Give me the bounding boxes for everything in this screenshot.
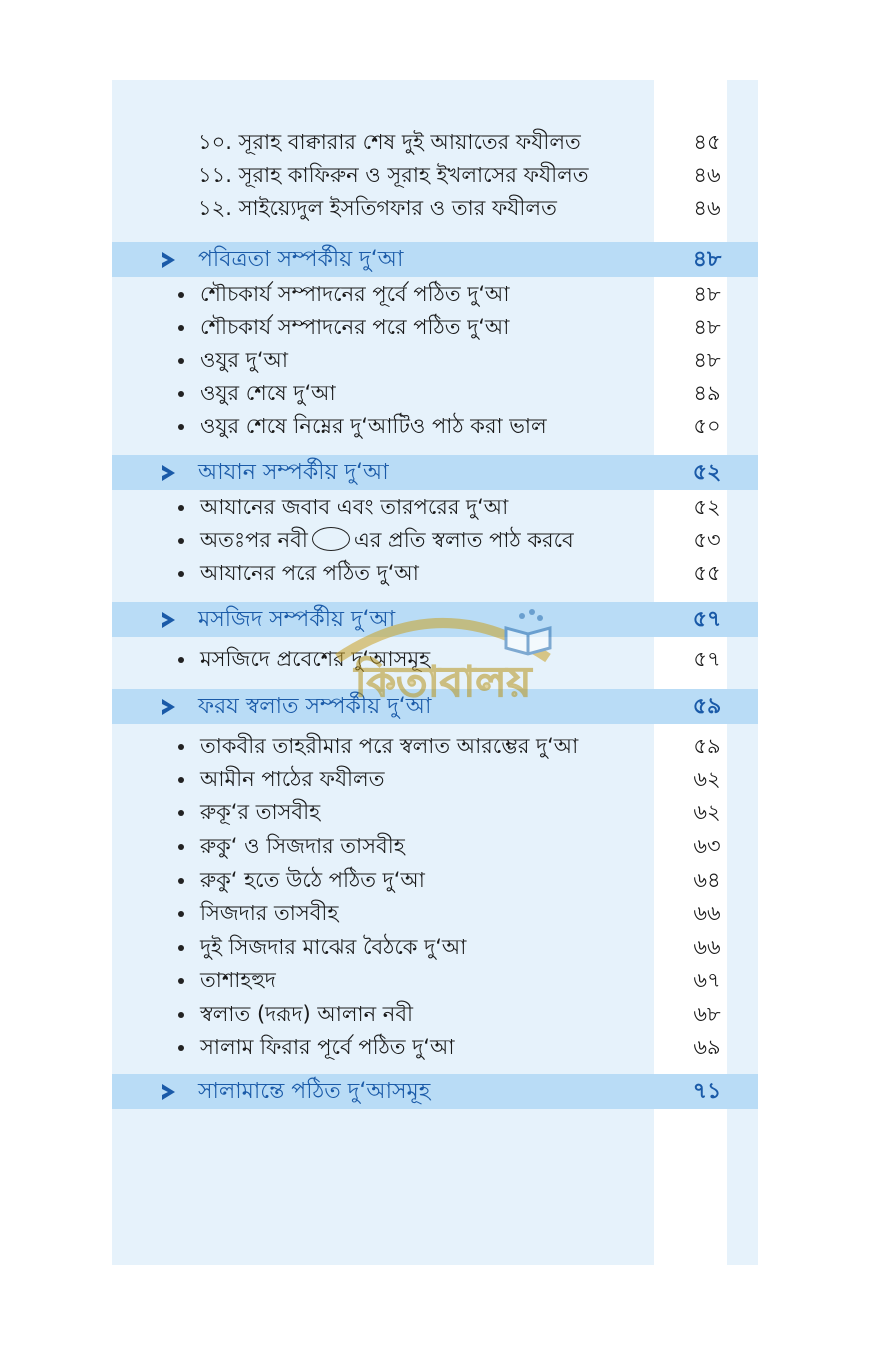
- toc-entry-label: আযানের জবাব এবং তারপরের দু‘আ: [200, 495, 509, 519]
- watermark-text: কিতাবালয়: [354, 657, 532, 706]
- toc-entry[interactable]: [112, 830, 758, 863]
- toc-entry-page: ৪৮: [693, 282, 721, 306]
- section-header[interactable]: [112, 455, 758, 490]
- toc-entry-label: ওযুর শেষে নিম্নের দু‘আটিও পাঠ করা ভাল: [200, 414, 547, 438]
- bullet-icon: [178, 978, 184, 984]
- toc-entry-page: ৪৫: [693, 130, 721, 154]
- toc-entry-label: [200, 524, 574, 557]
- toc-entry[interactable]: [112, 1031, 758, 1064]
- section-title: মসজিদ সম্পর্কীয় দু‘আ: [198, 607, 396, 632]
- bullet-icon: [178, 1045, 184, 1051]
- bullet-icon: [178, 325, 184, 331]
- section-title: পবিত্রতা সম্পর্কীয় দু‘আ: [198, 247, 404, 272]
- toc-entry-page: ৪৬: [693, 196, 721, 220]
- toc-entry-label: রুকূ‘র তাসবীহ: [200, 800, 321, 824]
- toc-entry[interactable]: [112, 278, 758, 311]
- toc-entry-page: ৫৩: [693, 528, 721, 552]
- toc-entry-page: ৫৯: [693, 734, 721, 758]
- salutation-seal-icon: [312, 527, 350, 551]
- toc-entry-label: রুকু‘ ও সিজদার তাসবীহ: [200, 834, 405, 858]
- arrow-icon: [162, 1084, 175, 1100]
- bullet-icon: [178, 292, 184, 298]
- section-page: ৫২: [692, 460, 722, 485]
- section-header[interactable]: [112, 689, 758, 724]
- arrow-icon: [162, 699, 175, 715]
- toc-entry[interactable]: [112, 311, 758, 344]
- toc-entry[interactable]: [112, 159, 758, 192]
- toc-entry-page: ৫০: [693, 414, 721, 438]
- bullet-icon: [178, 878, 184, 884]
- toc-entry-label: আযানের পরে পঠিত দু‘আ: [200, 561, 419, 585]
- toc-entry-page: ৪৮: [693, 315, 721, 339]
- toc-entry-page: ৬৯: [693, 1035, 721, 1059]
- toc-entry-label: ১০. সূরাহ বাক্বারার শেষ দুই আয়াতের ফযীলত: [198, 130, 581, 154]
- bullet-icon: [178, 505, 184, 511]
- section-page: ৫৭: [692, 607, 722, 632]
- section-title: আযান সম্পর্কীয় দু‘আ: [198, 460, 389, 485]
- toc-entry[interactable]: [112, 796, 758, 829]
- toc-entry[interactable]: [112, 864, 758, 897]
- toc-entry-page: ৬৪: [693, 868, 721, 892]
- section-header[interactable]: [112, 602, 758, 637]
- toc-entry-page: ৪৯: [693, 381, 721, 405]
- toc-entry[interactable]: [112, 998, 758, 1031]
- section-title: ফরয স্বলাত সম্পর্কীয় দু‘আ: [198, 694, 432, 719]
- toc-entry[interactable]: [112, 126, 758, 159]
- section-title: সালামান্তে পঠিত দু‘আসমূহ: [198, 1079, 431, 1104]
- toc-entry-label: ১১. সূরাহ কাফিরুন ও সূরাহ ইখলাসের ফযীলত: [198, 163, 589, 187]
- section-page: ৪৮: [692, 247, 722, 272]
- toc-entry-label: ওযুর দু‘আ: [200, 348, 288, 372]
- toc-entry-page: ৫৭: [693, 647, 721, 671]
- toc-entry-page: ৬৭: [693, 968, 721, 992]
- bullet-icon: [178, 358, 184, 364]
- bullet-icon: [178, 424, 184, 430]
- toc-entry-page: ৬২: [693, 800, 721, 824]
- arrow-icon: [162, 252, 175, 268]
- toc-entry[interactable]: [112, 524, 758, 557]
- toc-entry[interactable]: [112, 643, 758, 676]
- toc-entry-label-pre: অতঃপর নবী: [200, 528, 308, 552]
- toc-entry-page: ৬২: [693, 767, 721, 791]
- toc-entry[interactable]: [112, 344, 758, 377]
- toc-entry[interactable]: [112, 410, 758, 443]
- toc-entry-label: ১২. সাইয়্যেদুল ইসতিগফার ও তার ফযীলত: [198, 196, 557, 220]
- bullet-icon: [178, 1012, 184, 1018]
- bullet-icon: [178, 844, 184, 850]
- bullet-icon: [178, 777, 184, 783]
- toc-entry-label: ওযুর শেষে দু‘আ: [200, 381, 336, 405]
- toc-entry[interactable]: [112, 377, 758, 410]
- section-header[interactable]: [112, 1074, 758, 1109]
- toc-entry-label-post: এর প্রতি স্বলাত পাঠ করবে: [353, 528, 574, 552]
- bullet-icon: [178, 810, 184, 816]
- toc-entry-page: ৬৬: [693, 901, 721, 925]
- toc-entry-page: ৪৮: [693, 348, 721, 372]
- toc-entry-page: ৬৬: [693, 935, 721, 959]
- bullet-icon: [178, 744, 184, 750]
- bullet-icon: [178, 911, 184, 917]
- toc-entry[interactable]: [112, 931, 758, 964]
- arrow-icon: [162, 612, 175, 628]
- toc-entry-label: আমীন পাঠের ফযীলত: [200, 767, 385, 791]
- toc-entry-label: মসজিদে প্রবেশের দু‘আসমূহ: [200, 647, 431, 671]
- toc-entry[interactable]: [112, 897, 758, 930]
- toc-entry-label: দুই সিজদার মাঝের বৈঠকে দু‘আ: [200, 935, 467, 959]
- toc-entry-page: ৫৫: [693, 561, 721, 585]
- toc-entry-label: শৌচকার্য সম্পাদনের পূর্বে পঠিত দু‘আ: [200, 282, 510, 306]
- bullet-icon: [178, 391, 184, 397]
- toc-entry-label: শৌচকার্য সম্পাদনের পরে পঠিত দু‘আ: [200, 315, 510, 339]
- toc-entry-label: সালাম ফিরার পূর্বে পঠিত দু‘আ: [200, 1035, 455, 1059]
- toc-entry-label: তাশাহহুদ: [200, 968, 276, 992]
- toc-entry[interactable]: [112, 763, 758, 796]
- toc-entry[interactable]: [112, 557, 758, 590]
- bullet-icon: [178, 945, 184, 951]
- section-page: ৫৯: [692, 694, 722, 719]
- toc-entry[interactable]: [112, 964, 758, 997]
- bullet-icon: [178, 571, 184, 577]
- toc-entry-page: ৫২: [693, 495, 721, 519]
- toc-entry-page: ৬৮: [693, 1002, 721, 1026]
- section-page: ৭১: [692, 1079, 722, 1104]
- bullet-icon: [178, 657, 184, 663]
- toc-entry-page: ৬৩: [693, 834, 721, 858]
- toc-entry-label: সিজদার তাসবীহ: [200, 901, 339, 925]
- arrow-icon: [162, 465, 175, 481]
- toc-entry-label: তাকবীর তাহরীমার পরে স্বলাত আরম্ভের দু‘আ: [200, 734, 579, 758]
- toc-entry[interactable]: [112, 491, 758, 524]
- toc-entry-label: রুকু‘ হতে উঠে পঠিত দু‘আ: [200, 868, 425, 892]
- toc-entry[interactable]: [112, 730, 758, 763]
- toc-entry-label: স্বলাত (দরূদ) আলান নবী: [200, 1002, 414, 1026]
- section-header[interactable]: [112, 242, 758, 277]
- bullet-icon: [178, 538, 184, 544]
- toc-entry[interactable]: [112, 192, 758, 225]
- toc-entry-page: ৪৬: [693, 163, 721, 187]
